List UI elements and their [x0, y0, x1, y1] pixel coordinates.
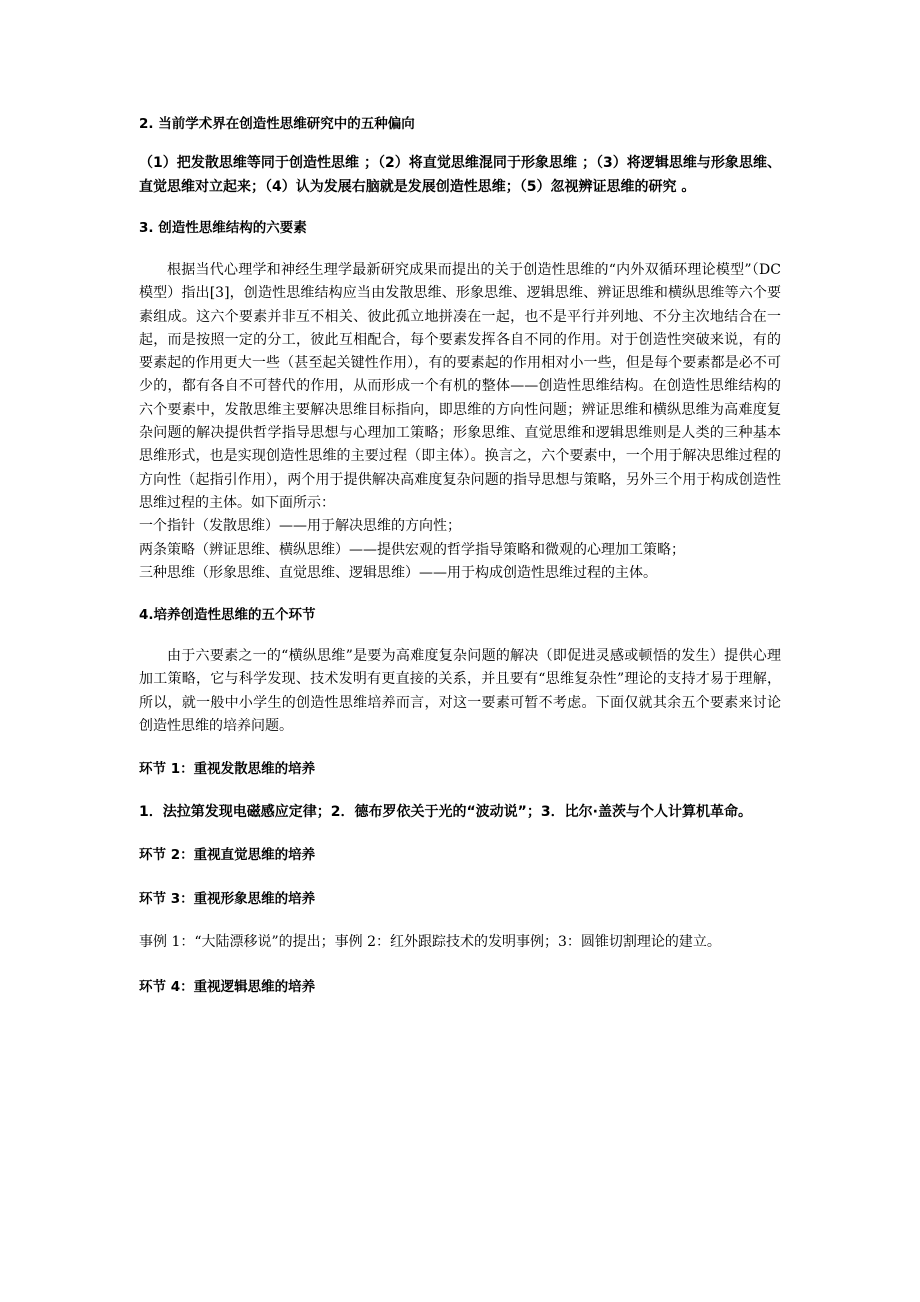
section-3-heading: 3. 创造性思维结构的六要素: [139, 220, 307, 236]
link-3-body: 事例 1：“大陆漂移说”的提出；事例 2：红外跟踪技术的发明事例；3：圆锥切割理论的建立。: [139, 934, 721, 951]
link-4-heading: 环节 4：重视逻辑思维的培养: [139, 979, 316, 996]
link-3-heading: 环节 3：重视形象思维的培养: [139, 891, 316, 908]
section-2-heading: 2. 当前学术界在创造性思维研究中的五种偏向: [139, 116, 415, 132]
section-4-body: 由于六要素之一的“横纵思维”是要为高难度复杂问题的解决（即促进灵感或顿悟的发生）提供心理加工策略，它与科学发现、技术发明有更直接的关系，并且要有“思维复杂性”理论的支持才易于理解，所以，就一般中小学生的创造性思维培养而言，对这一要素可暂不考虑。下面仅就其余五个要素来讨论创造性思维的培养问题。: [139, 648, 781, 735]
section-3-body: 根据当代心理学和神经生理学最新研究成果而提出的关于创造性思维的“内外双循环理论模型”（DC模型）指出[3]，创造性思维结构应当由发散思维、形象思维、逻辑思维、辨证思维和横纵思维等六个要素组成。这六个要素并非互不相关、彼此孤立地拼凑在一起，也不是平行并列地、不分主次地结合在一起，而是按照一定的分工，彼此互相配合，每个要素发挥各自不同的作用。对于创造性突破来说，有的要素起的作用更大一些（甚至起关键性作用），有的要素起的作用相对小一些，但是每个要素都是必不可少的，都有各自不可替代的作用，从而形成一个有机的整体——创造性思维结构。在创造性思维结构的六个要素中，发散思维主要解决思维目标指向，即思维的方向性问题；辨证思维和横纵思维为高难度复杂问题的解决提供哲学指导思想与心理加工策略；形象思维、直觉思维和逻辑思维则是人类的三种基本思维形式，也是实现创造性思维的主要过程（即主体）。换言之，六个要素中，一个用于解决思维过程的方向性（起指引作用），两个用于提供解决高难度复杂问题的指导思想与策略，另外三个用于构成创造性思维过程的主体。如下面所示：: [139, 262, 781, 511]
link-2-heading: 环节 2：重视直觉思维的培养: [139, 847, 316, 864]
section-4-heading: 4.培养创造性思维的五个环节: [139, 607, 316, 624]
link-1-heading: 环节 1：重视发散思维的培养: [139, 761, 316, 778]
section-2-body: （1）把发散思维等同于创造性思维 ；（2）将直觉思维混同于形象思维 ；（3）将逻辑思维与形象思维、直觉思维对立起来；（4）认为发展右脑就是发展创造性思维；（5）忽视辨证思维的研究 。: [139, 155, 781, 195]
list-item: 三种思维（形象思维、直觉思维、逻辑思维）——用于构成创造性思维过程的主体。: [139, 564, 657, 581]
list-item: 两条策略（辨证思维、横纵思维）——提供宏观的哲学指导策略和微观的心理加工策略；: [139, 541, 685, 558]
link-1-body: 1．法拉第发现电磁感应定律；2．德布罗依关于光的“波动说”；3．比尔·盖茨与个人计算机革命。: [139, 804, 752, 821]
document-page: [139, 108, 781, 998]
section-3-list: [139, 515, 781, 585]
list-item: 一个指针（发散思维）——用于解决思维的方向性；: [139, 518, 461, 535]
